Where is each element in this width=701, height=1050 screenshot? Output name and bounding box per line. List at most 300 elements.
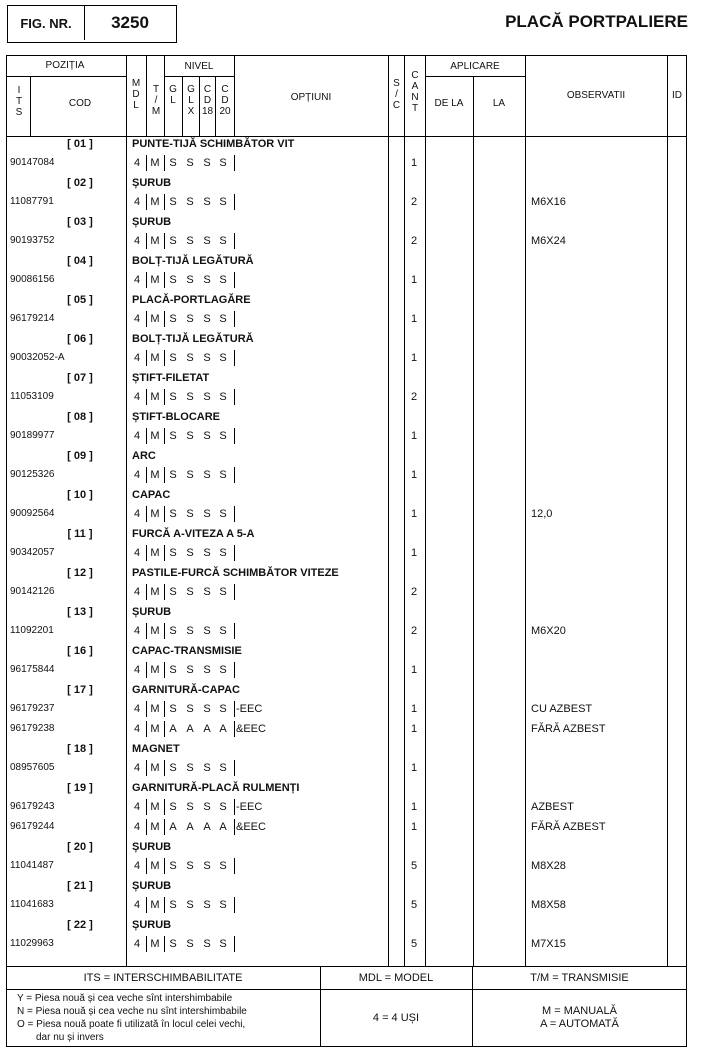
- its-header: I T S: [15, 85, 23, 118]
- part-transmission: M: [150, 938, 160, 950]
- part-level: S: [169, 664, 177, 676]
- sgc-divider: [388, 55, 389, 966]
- item-description: ȘURUB: [132, 919, 172, 931]
- part-quantity: 1: [410, 469, 418, 481]
- item-position: [ 22 ]: [67, 919, 93, 931]
- part-level: S: [169, 625, 177, 637]
- nivel-col-cd20: C D 20: [219, 84, 231, 117]
- part-transmission: M: [150, 196, 160, 208]
- cell-divider: [234, 428, 235, 444]
- part-level: S: [203, 196, 211, 208]
- cod-header: COD: [68, 98, 92, 109]
- part-observation: 12,0: [531, 508, 553, 520]
- obs-divider: [667, 55, 668, 966]
- part-level: S: [186, 391, 194, 403]
- part-model: 4: [133, 547, 141, 559]
- part-code: 96179237: [10, 703, 55, 714]
- legend-n: N = Piesa nouă și cea veche nu sînt intershimbabile: [17, 1006, 247, 1017]
- cell-divider: [234, 272, 235, 288]
- part-transmission: M: [150, 469, 160, 481]
- part-code: 90193752: [10, 235, 55, 246]
- legend-mid-rule: [6, 989, 687, 990]
- cell-divider: [234, 506, 235, 522]
- optiuni-divider: [234, 55, 235, 136]
- part-level: S: [186, 703, 194, 715]
- cell-divider: [164, 194, 165, 210]
- part-quantity: 1: [410, 430, 418, 442]
- part-quantity: 1: [410, 723, 418, 735]
- part-level: A: [219, 723, 227, 735]
- part-level: A: [203, 821, 211, 833]
- part-quantity: 1: [410, 508, 418, 520]
- item-position: [ 16 ]: [67, 645, 93, 657]
- part-level: S: [186, 860, 194, 872]
- part-level: S: [186, 196, 194, 208]
- part-level: S: [186, 664, 194, 676]
- part-level: S: [203, 313, 211, 325]
- item-description: GARNITURĂ-PLACĂ RULMENȚI: [132, 782, 300, 794]
- part-quantity: 5: [410, 860, 418, 872]
- part-level: S: [186, 430, 194, 442]
- part-level: S: [169, 801, 177, 813]
- cell-divider: [164, 662, 165, 678]
- cell-divider: [234, 545, 235, 561]
- part-model: 4: [133, 235, 141, 247]
- part-code: 90189977: [10, 430, 55, 441]
- item-position: [ 12 ]: [67, 567, 93, 579]
- part-level: S: [219, 469, 227, 481]
- part-code: 96179214: [10, 313, 55, 324]
- part-model: 4: [133, 352, 141, 364]
- part-quantity: 1: [410, 703, 418, 715]
- part-level: S: [219, 196, 227, 208]
- part-level: S: [169, 196, 177, 208]
- optiuni-header: OPȚIUNI: [290, 92, 332, 103]
- cell-divider: [146, 350, 147, 366]
- legend-manuala: M = MANUALĂ: [542, 1005, 617, 1017]
- part-model: 4: [133, 157, 141, 169]
- part-level: S: [186, 508, 194, 520]
- cell-divider: [234, 584, 235, 600]
- part-level: S: [219, 625, 227, 637]
- cell-divider: [164, 389, 165, 405]
- item-description: ȘURUB: [132, 606, 172, 618]
- part-option: -EEC: [236, 801, 263, 813]
- item-position: [ 04 ]: [67, 255, 93, 267]
- cell-divider: [164, 701, 165, 717]
- item-position: [ 06 ]: [67, 333, 93, 345]
- tm-header: T / M: [151, 84, 161, 117]
- cell-divider: [146, 428, 147, 444]
- item-position: [ 08 ]: [67, 411, 93, 423]
- part-level: S: [219, 430, 227, 442]
- part-level: S: [203, 508, 211, 520]
- part-level: S: [186, 625, 194, 637]
- part-level: S: [169, 508, 177, 520]
- part-quantity: 1: [410, 762, 418, 774]
- part-observation: M6X20: [531, 625, 566, 637]
- part-level: S: [203, 352, 211, 364]
- part-quantity: 2: [410, 625, 418, 637]
- part-transmission: M: [150, 157, 160, 169]
- cell-divider: [146, 584, 147, 600]
- part-code: 11029963: [10, 938, 54, 949]
- aplicare-rule: [425, 76, 525, 77]
- part-level: A: [169, 723, 177, 735]
- mdl-header: M D L: [131, 78, 141, 111]
- item-position: [ 19 ]: [67, 782, 93, 794]
- part-level: S: [219, 899, 227, 911]
- part-model: 4: [133, 391, 141, 403]
- nivel-col-cd18: C D 18: [201, 84, 214, 117]
- sgc-header: S / C: [392, 78, 401, 111]
- part-quantity: 5: [410, 899, 418, 911]
- nivel-header: NIVEL: [184, 61, 214, 72]
- cell-divider: [146, 662, 147, 678]
- part-transmission: M: [150, 762, 160, 774]
- part-observation: AZBEST: [531, 801, 574, 813]
- cell-divider: [146, 467, 147, 483]
- part-level: S: [186, 469, 194, 481]
- cant-divider-right: [425, 55, 426, 966]
- part-level: S: [186, 762, 194, 774]
- figure-number: 3250: [111, 13, 149, 32]
- part-transmission: M: [150, 235, 160, 247]
- part-quantity: 1: [410, 157, 418, 169]
- part-level: S: [169, 274, 177, 286]
- item-position: [ 17 ]: [67, 684, 93, 696]
- nivel-col-gl: G L: [169, 84, 177, 106]
- item-description: PLACĂ-PORTLAGĂRE: [132, 294, 251, 306]
- part-level: S: [219, 664, 227, 676]
- part-level: S: [203, 762, 211, 774]
- part-transmission: M: [150, 274, 160, 286]
- part-transmission: M: [150, 703, 160, 715]
- part-option: -EEC: [236, 703, 263, 715]
- cell-divider: [164, 623, 165, 639]
- part-option: &EEC: [236, 821, 266, 833]
- part-code: 90032052-A: [10, 352, 65, 363]
- part-model: 4: [133, 274, 141, 286]
- cell-divider: [164, 155, 165, 171]
- part-observation: FĂRĂ AZBEST: [531, 821, 606, 833]
- part-code: 90086156: [10, 274, 55, 285]
- part-quantity: 1: [410, 801, 418, 813]
- part-transmission: M: [150, 860, 160, 872]
- page-title: PLACĂ PORTPALIERE: [505, 12, 688, 31]
- item-position: [ 05 ]: [67, 294, 93, 306]
- part-model: 4: [133, 313, 141, 325]
- legend-top-rule: [6, 966, 687, 967]
- part-level: S: [203, 801, 211, 813]
- part-model: 4: [133, 938, 141, 950]
- cell-divider: [164, 760, 165, 776]
- cell-divider: [164, 936, 165, 952]
- cell-divider: [164, 819, 165, 835]
- its-divider: [30, 76, 31, 136]
- cell-divider: [164, 799, 165, 815]
- legend-o: O = Piesa nouă poate fi utilizată în locul celei vechi,: [17, 1019, 246, 1030]
- part-model: 4: [133, 664, 141, 676]
- item-position: [ 09 ]: [67, 450, 93, 462]
- part-level: S: [186, 274, 194, 286]
- part-code: 11087791: [10, 196, 54, 207]
- part-transmission: M: [150, 430, 160, 442]
- cell-divider: [234, 311, 235, 327]
- cell-divider: [234, 897, 235, 913]
- part-level: A: [203, 723, 211, 735]
- part-transmission: M: [150, 801, 160, 813]
- part-model: 4: [133, 723, 141, 735]
- cell-divider: [164, 467, 165, 483]
- part-level: S: [186, 352, 194, 364]
- item-description: GARNITURĂ-CAPAC: [132, 684, 240, 696]
- part-code: 11041487: [10, 860, 54, 871]
- cell-divider: [146, 233, 147, 249]
- part-quantity: 1: [410, 352, 418, 364]
- part-level: S: [169, 469, 177, 481]
- la-divider: [525, 55, 526, 966]
- part-quantity: 2: [410, 586, 418, 598]
- part-model: 4: [133, 430, 141, 442]
- part-level: S: [169, 586, 177, 598]
- part-code: 11053109: [10, 391, 54, 402]
- cell-divider: [164, 506, 165, 522]
- part-level: S: [203, 547, 211, 559]
- part-model: 4: [133, 801, 141, 813]
- part-transmission: M: [150, 625, 160, 637]
- la-header: LA: [492, 98, 506, 109]
- cell-divider: [164, 584, 165, 600]
- cell-divider: [234, 936, 235, 952]
- part-model: 4: [133, 762, 141, 774]
- part-level: S: [219, 801, 227, 813]
- part-transmission: M: [150, 723, 160, 735]
- part-level: S: [203, 938, 211, 950]
- part-level: S: [169, 157, 177, 169]
- part-code: 96179243: [10, 801, 55, 812]
- part-model: 4: [133, 196, 141, 208]
- part-level: S: [169, 547, 177, 559]
- cell-divider: [234, 350, 235, 366]
- part-quantity: 1: [410, 274, 418, 286]
- cell-divider: [234, 858, 235, 874]
- cell-divider: [234, 760, 235, 776]
- part-transmission: M: [150, 352, 160, 364]
- part-level: S: [169, 762, 177, 774]
- part-observation: M7X15: [531, 938, 566, 950]
- cell-divider: [234, 799, 235, 815]
- part-transmission: M: [150, 664, 160, 676]
- part-code: 90125326: [10, 469, 55, 480]
- cell-divider: [164, 233, 165, 249]
- item-description: ARC: [132, 450, 156, 462]
- part-transmission: M: [150, 586, 160, 598]
- part-model: 4: [133, 821, 141, 833]
- part-quantity: 1: [410, 821, 418, 833]
- part-observation: M6X16: [531, 196, 566, 208]
- cell-divider: [234, 233, 235, 249]
- part-level: S: [186, 938, 194, 950]
- part-level: S: [219, 938, 227, 950]
- part-code: 11041683: [10, 899, 54, 910]
- part-quantity: 2: [410, 235, 418, 247]
- id-header: ID: [672, 90, 682, 101]
- part-model: 4: [133, 860, 141, 872]
- part-code: 90342057: [10, 547, 55, 558]
- cell-divider: [164, 721, 165, 737]
- legend-usi: 4 = 4 UȘI: [372, 1012, 420, 1024]
- part-transmission: M: [150, 821, 160, 833]
- part-level: S: [169, 703, 177, 715]
- legend-automata: A = AUTOMATĂ: [540, 1018, 619, 1030]
- part-quantity: 5: [410, 938, 418, 950]
- mdl-divider: [146, 55, 147, 136]
- item-position: [ 18 ]: [67, 743, 93, 755]
- cell-divider: [164, 311, 165, 327]
- part-level: S: [169, 235, 177, 247]
- legend-o-cont: dar nu și invers: [36, 1032, 104, 1043]
- legend-mdl: MDL = MODEL: [358, 972, 434, 984]
- part-model: 4: [133, 508, 141, 520]
- part-quantity: 1: [410, 547, 418, 559]
- part-level: S: [219, 157, 227, 169]
- pozitia-header: POZIȚIA: [45, 60, 85, 71]
- part-option: &EEC: [236, 723, 266, 735]
- part-level: S: [219, 391, 227, 403]
- cell-divider: [146, 389, 147, 405]
- cell-divider: [234, 467, 235, 483]
- item-position: [ 13 ]: [67, 606, 93, 618]
- cell-divider: [234, 662, 235, 678]
- part-level: S: [186, 586, 194, 598]
- cell-divider: [146, 760, 147, 776]
- part-model: 4: [133, 469, 141, 481]
- item-description: ȘURUB: [132, 880, 172, 892]
- part-quantity: 2: [410, 391, 418, 403]
- part-code: 90092564: [10, 508, 55, 519]
- cell-divider: [146, 819, 147, 835]
- item-description: CAPAC-TRANSMISIE: [132, 645, 242, 657]
- figure-label: FIG. NR.: [8, 6, 85, 40]
- part-level: S: [169, 860, 177, 872]
- de-la-divider: [473, 76, 474, 966]
- part-level: S: [219, 508, 227, 520]
- part-code: 96179244: [10, 821, 55, 832]
- item-description: PASTILE-FURCĂ SCHIMBĂTOR VITEZE: [132, 567, 339, 579]
- part-level: S: [203, 469, 211, 481]
- part-level: S: [203, 235, 211, 247]
- part-observation: FĂRĂ AZBEST: [531, 723, 606, 735]
- item-position: [ 07 ]: [67, 372, 93, 384]
- cant-header: C A N T: [411, 70, 419, 114]
- part-transmission: M: [150, 508, 160, 520]
- part-level: S: [169, 938, 177, 950]
- part-quantity: 2: [410, 196, 418, 208]
- cell-divider: [164, 428, 165, 444]
- part-level: S: [203, 157, 211, 169]
- item-description: ȘTIFT-FILETAT: [132, 372, 210, 384]
- cell-divider: [234, 155, 235, 171]
- part-level: S: [203, 430, 211, 442]
- cell-divider: [146, 506, 147, 522]
- item-description: PUNTE-TIJĂ SCHIMBĂTOR VIT: [132, 138, 295, 150]
- item-position: [ 10 ]: [67, 489, 93, 501]
- cell-divider: [146, 545, 147, 561]
- part-transmission: M: [150, 547, 160, 559]
- part-level: S: [219, 313, 227, 325]
- part-observation: M8X58: [531, 899, 566, 911]
- part-level: S: [219, 762, 227, 774]
- item-position: [ 02 ]: [67, 177, 93, 189]
- cell-divider: [146, 194, 147, 210]
- cell-divider: [146, 155, 147, 171]
- part-level: S: [186, 235, 194, 247]
- cell-divider: [164, 545, 165, 561]
- cell-divider: [146, 701, 147, 717]
- item-position: [ 21 ]: [67, 880, 93, 892]
- part-code: 90147084: [10, 157, 55, 168]
- part-code: 11092201: [10, 625, 54, 636]
- part-level: S: [203, 274, 211, 286]
- part-level: S: [186, 157, 194, 169]
- cell-divider: [146, 311, 147, 327]
- cell-divider: [234, 194, 235, 210]
- item-position: [ 11 ]: [67, 528, 93, 540]
- item-description: ȘTIFT-BLOCARE: [132, 411, 220, 423]
- item-description: CAPAC: [132, 489, 171, 501]
- part-quantity: 1: [410, 664, 418, 676]
- part-level: S: [186, 547, 194, 559]
- cell-divider: [234, 721, 235, 737]
- header-bottom-rule: [6, 136, 687, 137]
- cell-divider: [164, 897, 165, 913]
- part-level: S: [219, 586, 227, 598]
- part-observation: M8X28: [531, 860, 566, 872]
- cell-divider: [146, 272, 147, 288]
- part-level: S: [169, 391, 177, 403]
- part-level: S: [203, 664, 211, 676]
- cell-divider: [146, 897, 147, 913]
- observatii-header: OBSERVATII: [566, 90, 626, 101]
- part-transmission: M: [150, 899, 160, 911]
- part-level: S: [186, 899, 194, 911]
- cell-divider: [164, 272, 165, 288]
- part-level: A: [219, 821, 227, 833]
- cell-divider: [234, 623, 235, 639]
- de-la-header: DE LA: [434, 98, 464, 109]
- part-code: 08957605: [10, 762, 55, 773]
- legend-y: Y = Piesa nouă și cea veche sînt intershimbabile: [17, 993, 233, 1004]
- part-level: S: [203, 703, 211, 715]
- part-quantity: 1: [410, 313, 418, 325]
- part-level: S: [203, 586, 211, 598]
- part-level: S: [169, 313, 177, 325]
- cell-divider: [146, 799, 147, 815]
- part-level: S: [219, 860, 227, 872]
- cell-divider: [146, 858, 147, 874]
- part-level: S: [186, 313, 194, 325]
- part-observation: CU AZBEST: [531, 703, 593, 715]
- item-description: ȘURUB: [132, 177, 172, 189]
- item-position: [ 20 ]: [67, 841, 93, 853]
- part-model: 4: [133, 625, 141, 637]
- pozitia-rule: [6, 76, 126, 77]
- cell-divider: [234, 701, 235, 717]
- cod-divider: [126, 55, 127, 966]
- part-level: S: [203, 391, 211, 403]
- part-level: S: [186, 801, 194, 813]
